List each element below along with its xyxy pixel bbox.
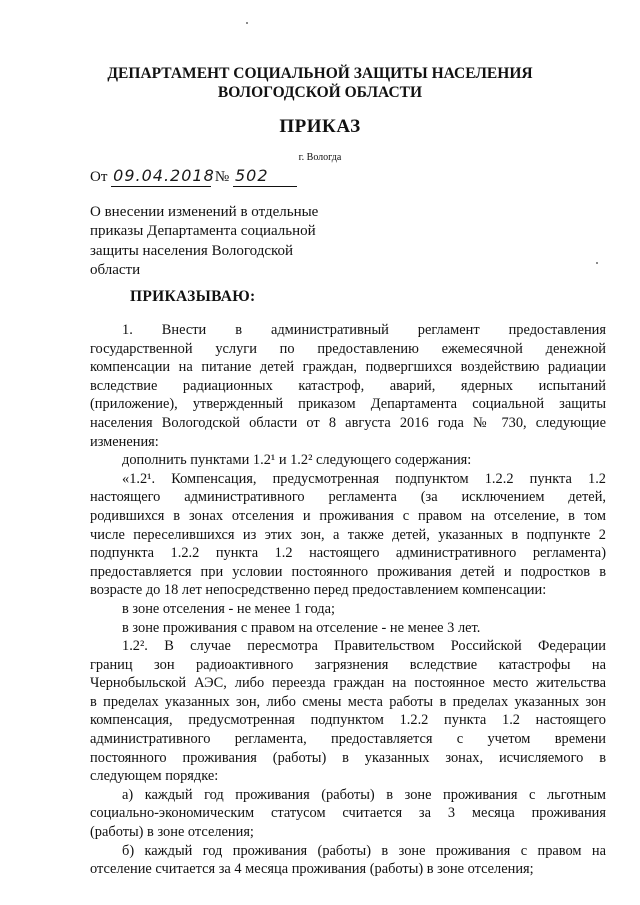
body-line: границ зон радиоактивного загрязнения вследствие катастрофы на xyxy=(90,656,606,673)
order-body xyxy=(90,321,606,879)
body-line: административного регламента, предоставляется с учетом времени xyxy=(90,731,606,748)
body-line: настоящего административного регламента (за исключением детей, xyxy=(90,489,606,506)
body-line: вследствие радиационных катастроф, аварий, ядерных испытаний xyxy=(90,377,606,394)
body-line: государственной услуги по предоставлению ежемесячной денежной xyxy=(90,340,606,357)
scan-speck xyxy=(596,262,598,264)
subject-line: защиты населения Вологодской xyxy=(90,242,294,259)
body-line: следующем порядке: xyxy=(90,768,219,785)
body-line: в пределах указанных зон, либо смены места работы в пределах указанных зон xyxy=(90,693,606,710)
body-line: в зоне отселения - не менее 1 года; xyxy=(122,600,335,617)
handwritten-date: 09.04.2018 xyxy=(113,166,215,185)
body-line: постоянного проживания (работы) в указанных зонах, исчисляемого в xyxy=(90,749,606,766)
city-label: г. Вологда xyxy=(298,152,342,163)
body-line: дополнить пунктами 1.2¹ и 1.2² следующего содержания: xyxy=(122,452,472,469)
subject-line: области xyxy=(90,262,141,279)
body-line: «1.2¹. Компенсация, предусмотренная подпунктом 1.2.2 пункта 1.2 xyxy=(122,470,606,487)
body-line: предоставляется при условии постоянного проживания детей и подростков в xyxy=(90,563,606,580)
body-line: в зоне проживания с правом на отселение - не менее 3 лет. xyxy=(122,619,481,636)
subject-line: О внесении изменений в отдельные xyxy=(90,204,319,220)
body-line: изменения: xyxy=(90,433,159,450)
number-label: № xyxy=(214,169,230,185)
body-line: родившихся в зонах отселения и проживания с правом на отселение, в том xyxy=(90,507,606,524)
body-line: социально-экономическим статусом считается за 3 месяца проживания xyxy=(90,805,606,822)
body-line: б) каждый год проживания (работы) в зоне проживания с правом на xyxy=(122,842,606,859)
body-line: подпункта 1.2.2 пункта 1.2 настоящего административного регламента) xyxy=(90,545,606,562)
command-heading: ПРИКАЗЫВАЮ: xyxy=(130,288,256,305)
order-subject xyxy=(90,203,340,281)
from-label: От xyxy=(90,169,108,185)
order-date-number xyxy=(90,166,297,187)
body-line: возрасте до 18 лет непосредственно перед предоставлением компенсации: xyxy=(90,582,547,599)
body-line: (работы) в зоне отселения; xyxy=(90,824,254,841)
body-line: компенсация, предусмотренная подпунктом 1.2.2 пункта 1.2 настоящего xyxy=(90,712,606,729)
handwritten-number: 502 xyxy=(233,166,297,187)
body-line: числе переселившихся из этих зон, а также детей, указанных в подпункте 2 xyxy=(90,526,606,543)
department-name-line1: ДЕПАРТАМЕНТ СОЦИАЛЬНОЙ ЗАЩИТЫ НАСЕЛЕНИЯ xyxy=(107,65,533,82)
scan-speck xyxy=(246,22,248,24)
body-line: 1.2². В случае пересмотра Правительством Российской Федерации xyxy=(122,638,606,655)
body-line: населения Вологодской области от 8 августа 2016 года № 730, следующие xyxy=(90,414,606,431)
document-type-title: ПРИКАЗ xyxy=(279,116,361,137)
body-line: (приложение), утвержденный приказом Департамента социальной защиты xyxy=(90,396,606,413)
subject-line: приказы Департамента социальной xyxy=(90,223,316,240)
body-line: Чернобыльской АЭС, либо переезда граждан на постоянное место жительства xyxy=(90,675,606,692)
body-line: компенсации на питание детей граждан, подвергшихся воздействию радиации xyxy=(90,359,606,376)
body-line: отселение считается за 4 месяца проживания (работы) в зоне отселения; xyxy=(90,861,534,878)
body-line: а) каждый год проживания (работы) в зоне проживания с льготным xyxy=(122,786,606,803)
body-line: 1. Внести в административный регламент предоставления xyxy=(122,322,606,338)
department-name-line2: ВОЛОГОДСКОЙ ОБЛАСТИ xyxy=(217,84,423,101)
